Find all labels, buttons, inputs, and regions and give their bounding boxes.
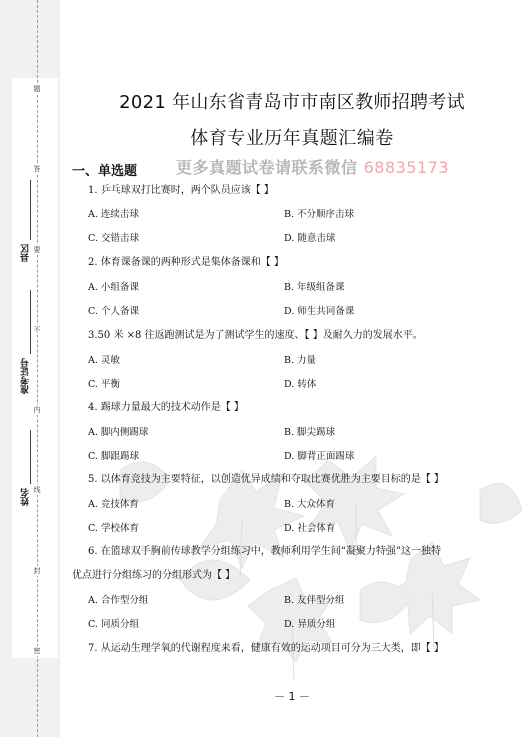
question-7-stem: 7. 从运动生理学氧的代谢程度来看，健康有效的运动项目可分为三大类，即【 】 bbox=[88, 643, 444, 654]
county-field-label: 县区 bbox=[21, 244, 31, 262]
cut-line bbox=[37, 0, 38, 737]
exam-id-field-label: 准考证号 bbox=[21, 358, 31, 394]
cut-char: 答 bbox=[33, 165, 41, 173]
exam-subtitle: 体育专业历年真题汇编卷 bbox=[190, 128, 394, 149]
question-1-option-b: B. 不分顺序击球 bbox=[284, 209, 355, 220]
name-field-line bbox=[30, 430, 31, 484]
cut-char: 要 bbox=[33, 246, 41, 254]
question-5-stem: 5. 以体育竞技为主要特征，以创造优异成绩和夺取比赛优胜为主要目标的是【 】 bbox=[88, 474, 444, 485]
question-4-option-b: B. 脚尖踢球 bbox=[284, 427, 336, 438]
question-6-stem-continued: 优点进行分组练习的分组形式为【 】 bbox=[72, 570, 236, 581]
cut-char: 题 bbox=[33, 85, 41, 93]
name-field-label: 姓名 bbox=[21, 488, 31, 506]
exam-title: 2021 年山东省青岛市市南区教师招聘考试 bbox=[119, 92, 465, 113]
question-6-stem: 6. 在篮球双手胸前传球教学分组练习中，教师利用学生间“凝聚力特强”这一独特 bbox=[88, 546, 441, 557]
page-number: － 1 － bbox=[274, 690, 310, 703]
question-2-option-a: A. 小组备课 bbox=[88, 282, 139, 293]
cut-char: 密 bbox=[33, 647, 41, 655]
question-3-option-b: B. 力量 bbox=[284, 355, 317, 366]
watermark-number: 68835173 bbox=[363, 158, 450, 177]
question-6-option-c: C. 同质分组 bbox=[88, 619, 139, 630]
watermark bbox=[176, 155, 449, 178]
question-6-option-d: D. 异质分组 bbox=[284, 619, 336, 630]
question-3-option-d: D. 转体 bbox=[284, 379, 317, 390]
question-6-option-b: B. 友伴型分组 bbox=[284, 595, 345, 606]
question-1-option-d: D. 随意击球 bbox=[284, 233, 336, 244]
question-2-option-c: C. 个人备课 bbox=[88, 306, 139, 317]
question-1-option-a: A. 连续击球 bbox=[88, 209, 139, 220]
question-1-stem: 1. 乒乓球双打比赛时，两个队员应该【 】 bbox=[88, 185, 274, 196]
cut-char: 线 bbox=[33, 486, 41, 494]
section-title: 一、单选题 bbox=[72, 164, 138, 179]
cut-char: 封 bbox=[33, 567, 41, 575]
county-field-line bbox=[30, 180, 31, 240]
question-1-option-c: C. 交错击球 bbox=[88, 233, 139, 244]
question-3-stem: 3.50 米 ×8 往返跑测试是为了测试学生的速度、【 】及耐久力的发展水平。 bbox=[88, 330, 423, 341]
cut-char: 不 bbox=[33, 326, 41, 334]
exam-id-field-line bbox=[30, 290, 31, 354]
cut-char: 内 bbox=[33, 406, 41, 414]
question-5-option-d: D. 社会体育 bbox=[284, 523, 336, 534]
question-5-option-c: C. 学校体育 bbox=[88, 523, 139, 534]
watermark-text: 更多真题试卷请联系微信 bbox=[176, 158, 358, 177]
question-4-option-a: A. 脚内侧踢球 bbox=[88, 427, 149, 438]
question-4-option-c: C. 脚跟踢球 bbox=[88, 451, 139, 462]
question-4-stem: 4. 踢球力量最大的技术动作是【 】 bbox=[88, 402, 244, 413]
question-3-option-a: A. 灵敏 bbox=[88, 355, 120, 366]
question-2-option-b: B. 年级组备课 bbox=[284, 282, 345, 293]
question-4-option-d: D. 脚背正面踢球 bbox=[284, 451, 355, 462]
question-2-stem: 2. 体育课备课的两种形式是集体备课和【 】 bbox=[88, 257, 284, 268]
question-5-option-b: B. 大众体育 bbox=[284, 499, 336, 510]
question-2-option-d: D. 师生共同备课 bbox=[284, 306, 355, 317]
question-6-option-a: A. 合作型分组 bbox=[88, 595, 149, 606]
question-3-option-c: C. 平衡 bbox=[88, 379, 120, 390]
question-5-option-a: A. 竞技体育 bbox=[88, 499, 139, 510]
